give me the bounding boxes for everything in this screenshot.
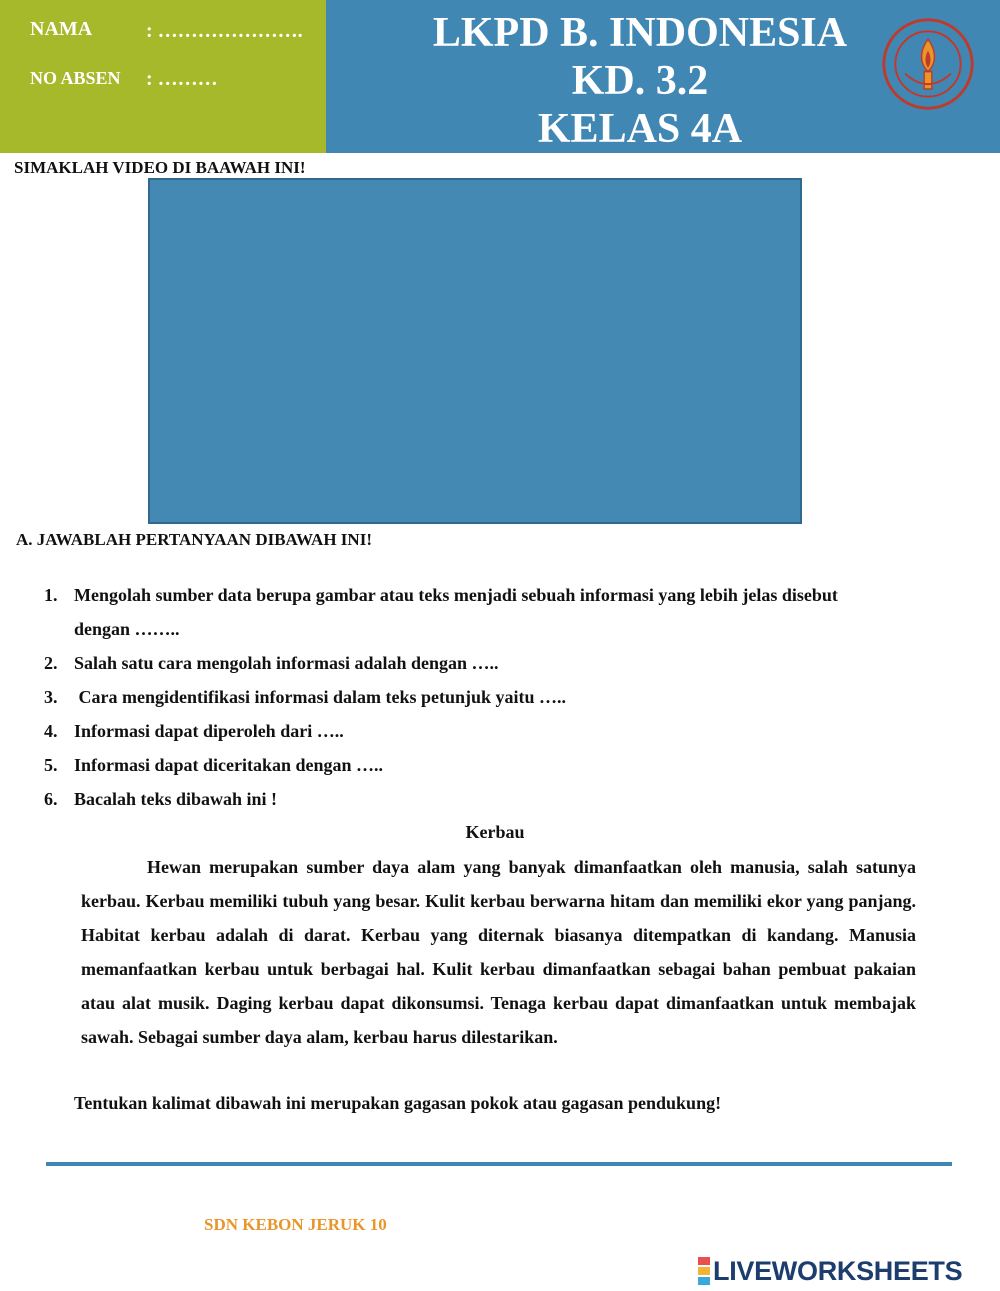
question-number: 6. bbox=[44, 789, 58, 809]
absen-value: : ……… bbox=[146, 68, 218, 90]
liveworksheets-brand: LIVEWORKSHEETS bbox=[713, 1256, 963, 1286]
question-item bbox=[44, 578, 924, 646]
question-number: 5. bbox=[44, 755, 58, 775]
question-number: 3. bbox=[44, 687, 58, 707]
worksheet-kd: KD. 3.2 bbox=[571, 58, 709, 104]
question-list bbox=[44, 578, 924, 818]
worksheet-class: KELAS 4A bbox=[537, 106, 743, 152]
reading-paragraph: Hewan merupakan sumber daya alam yang banyak dimanfaatkan oleh manusia, salah satunya kerbau. Kerbau memiliki tubuh yang besar. Kulit kerbau berwarna hitam dan memiliki ekor yang panjang. Habitat kerbau adalah di darat. Kerbau yang diternak biasanya ditempatkan di kandang. Manusia memanfaatkan kerbau untuk berbagai hal. Kulit kerbau dimanfaatkan sebagai bahan pembuat pakaian atau alat musik. Daging kerbau dapat dikonsumsi. Tenaga kerbau dapat dimanfaatkan untuk membajak sawah. Sebagai sumber daya alam, kerbau harus dilestarikan. bbox=[81, 857, 916, 1047]
footer-school-name: SDN KEBON JERUK 10 bbox=[204, 1215, 387, 1234]
question-number: 1. bbox=[44, 585, 58, 605]
question-text: Cara mengidentifikasi informasi dalam teks petunjuk yaitu ….. bbox=[74, 687, 567, 707]
question-number: 2. bbox=[44, 653, 58, 673]
video-instruction: SIMAKLAH VIDEO DI BAAWAH INI! bbox=[14, 158, 306, 177]
worksheet-title: LKPD B. INDONESIA bbox=[432, 10, 848, 56]
reading-title: Kerbau bbox=[465, 822, 525, 842]
nama-value: : …………………. bbox=[146, 20, 303, 42]
question-text: Bacalah teks dibawah ini ! bbox=[74, 789, 278, 809]
nama-label: NAMA bbox=[30, 18, 93, 40]
section-a-title: A. JAWABLAH PERTANYAAN DIBAWAH INI! bbox=[16, 530, 372, 549]
question-text: Salah satu cara mengolah informasi adalah dengan ….. bbox=[74, 653, 499, 673]
liveworksheets-logo-icon bbox=[698, 1256, 710, 1286]
question-text: Informasi dapat diperoleh dari ….. bbox=[74, 721, 344, 741]
header-student-panel bbox=[0, 0, 326, 153]
question-text: Mengolah sumber data berupa gambar atau teks menjadi sebuah informasi yang lebih jelas disebut bbox=[74, 585, 838, 605]
footer-divider bbox=[46, 1162, 952, 1166]
school-emblem-icon bbox=[880, 16, 976, 112]
liveworksheets-logo[interactable] bbox=[698, 1256, 962, 1286]
question-text: Informasi dapat diceritakan dengan ….. bbox=[74, 755, 384, 775]
task-instruction: Tentukan kalimat dibawah ini merupakan gagasan pokok atau gagasan pendukung! bbox=[74, 1093, 722, 1113]
video-player[interactable] bbox=[148, 178, 802, 524]
question-text-continued: dengan …….. bbox=[74, 619, 180, 639]
absen-label: NO ABSEN bbox=[30, 68, 121, 88]
question-number: 4. bbox=[44, 721, 58, 741]
